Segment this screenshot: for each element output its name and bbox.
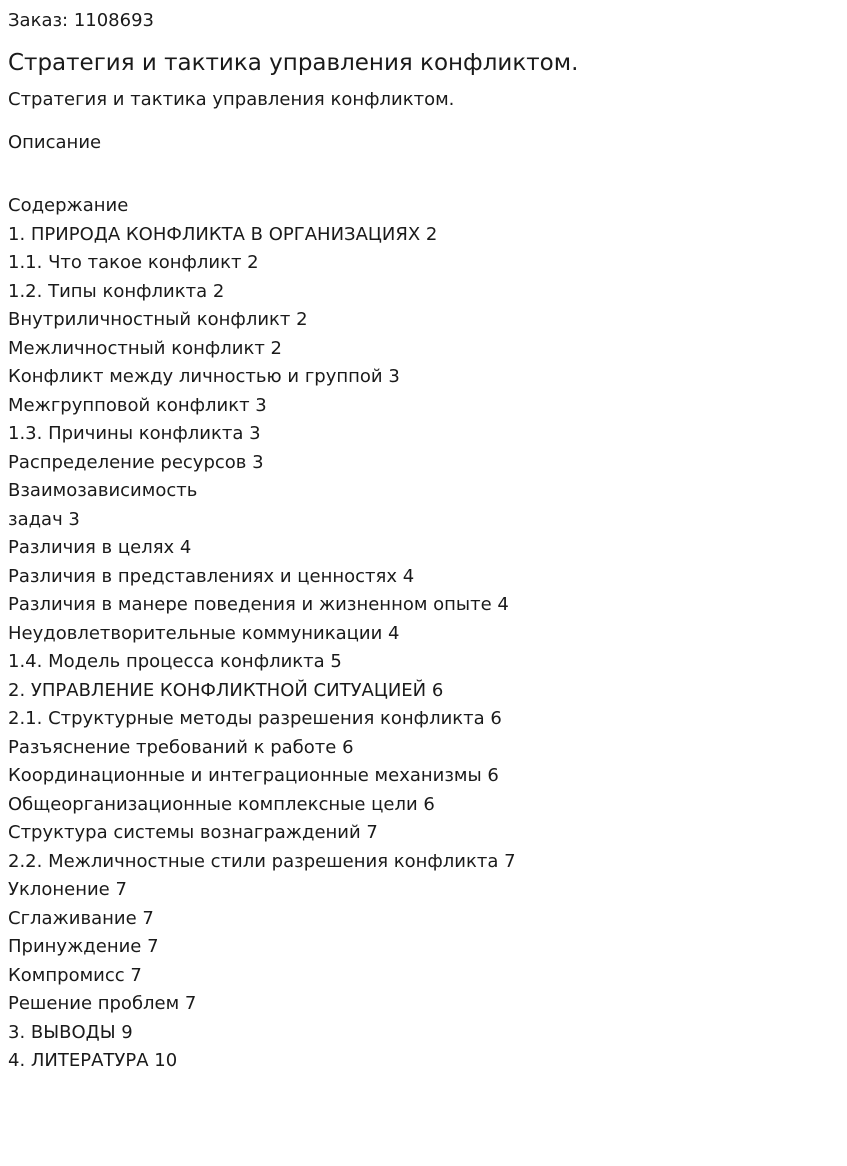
- description-label: Описание: [8, 132, 102, 153]
- toc-item: 4. ЛИТЕРАТУРА 10: [8, 1050, 178, 1071]
- toc-item: Общеорганизационные комплексные цели 6: [8, 793, 435, 815]
- toc-item: Сглаживание 7: [8, 907, 154, 929]
- page-subtitle: Стратегия и тактика управления конфликтом.: [8, 89, 455, 110]
- toc-item: Компромисс 7: [8, 964, 142, 986]
- toc-item: 1. ПРИРОДА КОНФЛИКТА В ОРГАНИЗАЦИЯХ 2: [8, 223, 438, 245]
- toc-item: Межгрупповой конфликт 3: [8, 394, 267, 416]
- toc-item: 1.3. Причины конфликта 3: [8, 423, 261, 444]
- toc-item: Различия в представлениях и ценностях 4: [8, 565, 415, 587]
- toc-item: Структура системы вознаграждений 7: [8, 822, 378, 843]
- toc-item: 1.4. Модель процесса конфликта 5: [8, 651, 342, 672]
- toc-item: Распределение ресурсов 3: [8, 451, 264, 473]
- page-title: Стратегия и тактика управления конфликтом.: [8, 50, 579, 76]
- toc-item: 2. УПРАВЛЕНИЕ КОНФЛИКТНОЙ СИТУАЦИЕЙ 6: [8, 679, 444, 701]
- toc-item: Межличностный конфликт 2: [8, 337, 282, 359]
- toc-item: Различия в целях 4: [8, 537, 192, 558]
- toc-item: 1.1. Что такое конфликт 2: [8, 252, 259, 273]
- toc-item: Решение проблем 7: [8, 993, 197, 1014]
- table-of-contents: [8, 192, 516, 1076]
- toc-item: Различия в манере поведения и жизненном опыте 4: [8, 594, 509, 615]
- order-number: Заказ: 1108693: [8, 10, 154, 31]
- toc-item: задач 3: [8, 508, 80, 530]
- contents-heading: Содержание: [8, 195, 129, 216]
- toc-item: Уклонение 7: [8, 879, 127, 900]
- toc-item: Конфликт между личностью и группой 3: [8, 366, 400, 387]
- toc-item: Взаимозависимость: [8, 480, 198, 501]
- toc-item: 2.2. Межличностные стили разрешения конфликта 7: [8, 850, 516, 872]
- toc-item: Неудовлетворительные коммуникации 4: [8, 622, 400, 644]
- toc-item: Принуждение 7: [8, 936, 159, 957]
- toc-item: Координационные и интеграционные механизмы 6: [8, 765, 499, 786]
- toc-item: Разъяснение требований к работе 6: [8, 736, 354, 758]
- toc-item: 3. ВЫВОДЫ 9: [8, 1021, 133, 1043]
- toc-item: Внутриличностный конфликт 2: [8, 309, 308, 330]
- toc-item: 2.1. Структурные методы разрешения конфликта 6: [8, 708, 502, 729]
- toc-item: 1.2. Типы конфликта 2: [8, 280, 225, 302]
